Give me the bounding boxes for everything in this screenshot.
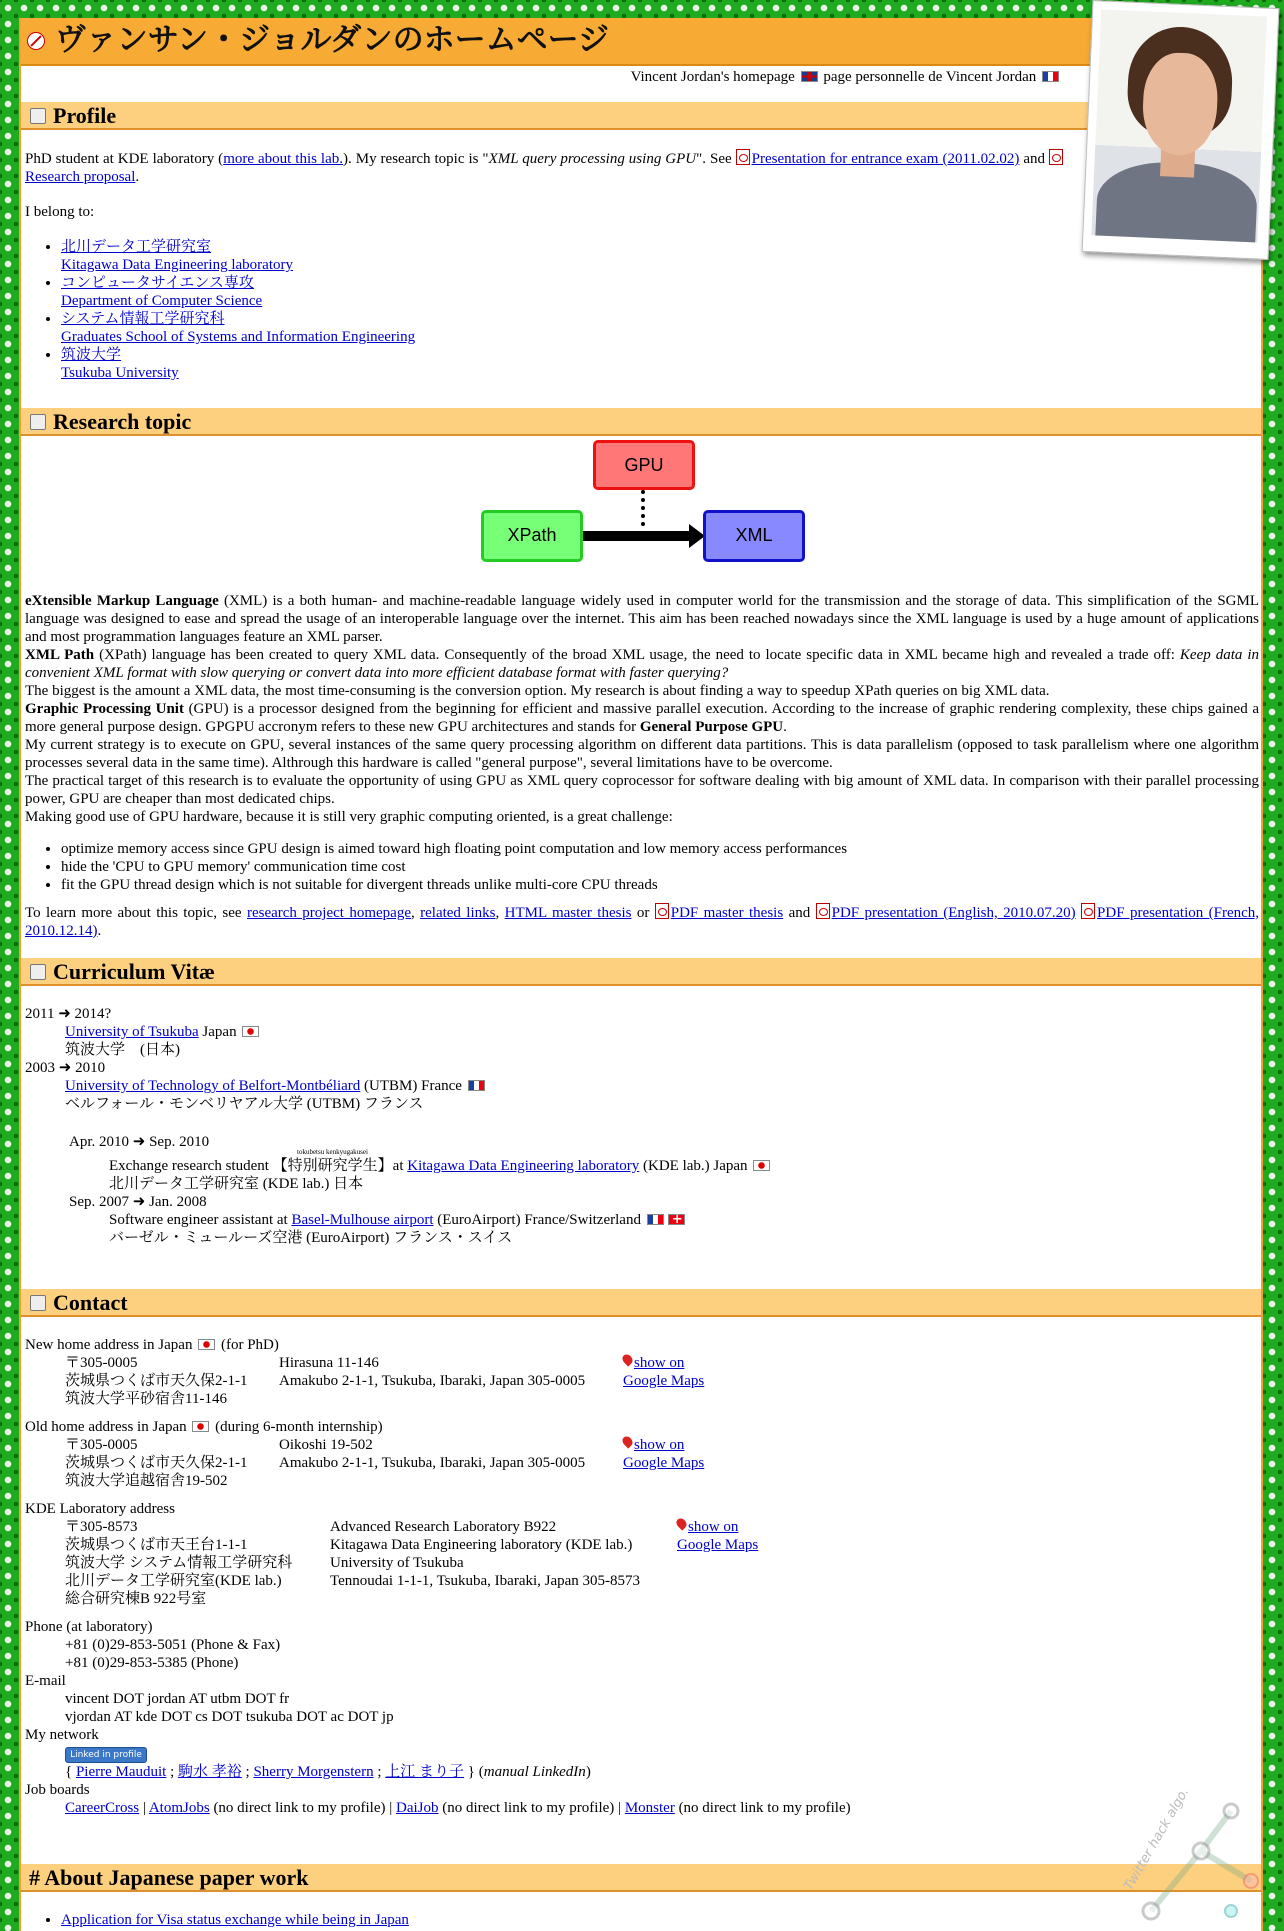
page-title: ヴァンサン・ジョルダンのホームページ	[55, 22, 609, 58]
affiliation-list	[25, 238, 415, 382]
dotted-connector	[641, 490, 645, 526]
list-item	[61, 1911, 409, 1929]
exam-presentation-link[interactable]: Presentation for entrance exam (2011.02.02)	[736, 151, 1020, 167]
corner-decoration	[1111, 1771, 1261, 1931]
pdf-thesis-link[interactable]: PDF master thesis	[655, 905, 783, 921]
english-homepage-link[interactable]: Vincent Jordan's homepage	[630, 69, 795, 85]
section-header-profile	[21, 102, 1261, 130]
cv-sub-period: Apr. 2010 ➜ Sep. 2010	[69, 1134, 210, 1150]
phone-head: Phone (at laboratory)	[25, 1619, 153, 1635]
profile-photo	[1082, 0, 1280, 260]
network-head: My network	[25, 1727, 99, 1743]
contact-content: New home address in Japan (for PhD) 〒305-0005 茨城県つくば市天久保2-1-1 筑波大学平砂宿舎11-146 Hirasuna 11-146 Amakubo 2-1-1, Tsukuba, Ibaraki, Japan 305-0005 show on Google Maps Old home address in Japan (during 6-month internship) 〒305-0005 茨城県つくば市天久保2-1-1 筑波大学追越宿舎19-502 Oikoshi 19-502 Amakubo 2-1-1, Tsukuba, Ibaraki, Japan 305-0005 show on Google Maps KDE Laboratory address 〒305-8573 茨城県つくば市天王台1-1-1 筑波大学 システム情報工学研究科 北川データ工学研究室(KDE lab.) 総合研究棟B 922号室 Advanced Research Laboratory B922 Kitagawa Data Engineering laboratory (KDE lab.) University of Tsukuba Tennoudai 1-1-1, Tsukuba, Ibaraki, Japan 305-8573 show on Google Maps Phone (at laboratory) +81 (0)29-853-5051 (Phone & Fax) +81 (0)29-853-5385 (Phone) E-mail vincent DOT jordan AT utbm DOT fr vjordan AT kde DOT cs DOT tsukuba DOT ac DOT jp My network Linked in profile { Pierre Mauduit ; 駒水 孝裕 ; Sherry Morgenstern ; 上江 まり子 } (manual LinkedIn) Job boards CareerCross | AtomJobs (no direct link to my profile) | DaiJob (no direct link to my profile) | Monster (no direct link to my profile)	[25, 1336, 1225, 1817]
list-item	[61, 310, 415, 346]
title-bar	[21, 18, 1121, 66]
new-address-jp: 〒305-0005 茨城県つくば市天久保2-1-1 筑波大学平砂宿舎11-146	[65, 1355, 248, 1407]
project-homepage-link[interactable]: research project homepage	[246, 905, 411, 921]
pdf-icon	[816, 903, 830, 919]
list-item: • hide the 'CPU to GPU memory' communication time cost	[61, 858, 847, 876]
list-item	[61, 346, 415, 382]
visa-link[interactable]: Application for Visa status exchange while being in Japan	[61, 1912, 409, 1928]
kde-address-jp: 〒305-8573 茨城県つくば市天王台1-1-1 筑波大学 システム情報工学研究科 北川データ工学研究室(KDE lab.) 総合研究棟B 922号室	[65, 1519, 293, 1607]
language-links	[631, 68, 1061, 86]
org-link-en[interactable]: Department of Computer Science	[61, 293, 263, 309]
job-link[interactable]: AtomJobs	[148, 1800, 210, 1816]
pdf-icon	[655, 903, 669, 919]
research-icon	[30, 414, 46, 430]
map-pin-icon	[620, 1352, 634, 1366]
ruby-text: tokubetsu kenkyugakusei	[297, 1148, 368, 1156]
org-link-jp[interactable]: システム情報工学研究科	[61, 311, 225, 327]
japan-flag-icon	[198, 1339, 215, 1350]
lab-link[interactable]: more about this lab.	[223, 151, 344, 167]
section-title: # About Japanese paper work	[29, 1865, 309, 1890]
network-people: { Pierre Mauduit ; 駒水 孝裕 ; Sherry Morgenstern ; 上江 まり子 } (manual LinkedIn)	[65, 1764, 591, 1780]
kde-address-en: Advanced Research Laboratory B922 Kitagawa Data Engineering laboratory (KDE lab.) University of Tsukuba Tennoudai 1-1-1, Tsukuba, Ibaraki, Japan 305-8573	[330, 1519, 641, 1589]
linkedin-badge[interactable]: Linked in profile	[65, 1747, 147, 1763]
person-link[interactable]: Sherry Morgenstern	[253, 1764, 374, 1780]
email-head: E-mail	[25, 1673, 66, 1689]
airport-link[interactable]: Basel-Mulhouse airport	[291, 1212, 434, 1228]
email-value: vincent DOT jordan AT utbm DOT fr	[65, 1691, 290, 1707]
research-text: eXtensible Markup Language (XML) is a both human- and machine-readable language widely used in computer world for the transmission and the storage of data. This simplification of the SGML language was designed to ease and spread the usage of an interoperable language over the internet. This aim has been reached nowadays since the XML language is used by a huge amount of applications and most programmation languages feature an XML parser. XML Path (XPath) language has been created to query XML data. Consequently of the broad XML usage, the need to locate specific data in XML became high and revealed a trade off: Keep data in convenient XML format with slow querying or convert data into more efficient database format with faster querying? The biggest is the amount a XML data, the most time-consuming is the conversion option. My research is about finding a way to speedup XPath queries on big XML data. Graphic Processing Unit (GPU) is a processor designed from the beginning for efficient and massive parallel execution. According to the increase of graphic rendering complexity, these chips gained a more general purpose design. GPGPU accronym refers to these new GPU architectures and stands for General Purpose GPU. My current strategy is to execute on GPU, several instances of the same query processing algorithm on different data partitions. This is data parallelism (opposed to task parallelism where one algorithm processes several data in the same time). Althrough this hardware is called "general purpose", several limitations have to be overcome. The practical target of this research is to evaluate the opportunity of using GPU as XML query coprocessor for software dealing with big amount of XML data. In comparison with their parallel processing power, GPU are cheaper than most dedicated chips. Making good use of GPU hardware, because it is still very graphic computing oriented, is a great challenge:	[25, 593, 1259, 825]
maps-link-kde[interactable]: show on Google Maps	[677, 1518, 758, 1554]
org-link-en[interactable]: Graduates School of Systems and Information Engineering	[61, 329, 416, 345]
france-flag-icon	[468, 1080, 485, 1091]
japan-flag-icon	[192, 1421, 209, 1432]
pdf-presentation-en-link[interactable]: PDF presentation (English, 2010.07.20)	[816, 905, 1076, 921]
page-content	[19, 18, 1263, 1931]
section-title: Profile	[53, 103, 117, 128]
pdf-icon	[1049, 149, 1063, 165]
mail-icon	[30, 1295, 46, 1311]
gpu-box: GPU	[593, 440, 695, 490]
list-item	[61, 274, 415, 310]
person-link[interactable]: 上江 まり子	[385, 1764, 465, 1780]
map-pin-icon	[620, 1434, 634, 1448]
org-link-en[interactable]: Tsukuba University	[61, 365, 179, 381]
research-diagram	[481, 440, 841, 585]
japan-flag-icon	[753, 1160, 770, 1171]
corner-text: Twitter hack algo.	[1121, 1785, 1193, 1893]
section-title: Research topic	[53, 409, 192, 434]
old-address-jp: 〒305-0005 茨城県つくば市天久保2-1-1 筑波大学追越宿舎19-502	[65, 1437, 248, 1489]
utbm-link[interactable]: University of Technology of Belfort-Montbéliard	[65, 1078, 361, 1094]
org-link-en[interactable]: Kitagawa Data Engineering laboratory	[61, 257, 293, 273]
job-link[interactable]: DaiJob	[396, 1800, 439, 1816]
french-homepage-link[interactable]: page personnelle de Vincent Jordan	[823, 69, 1037, 85]
person-link[interactable]: 駒水 孝裕	[178, 1764, 242, 1780]
cv-sub-period: Sep. 2007 ➜ Jan. 2008	[69, 1194, 207, 1210]
email-value: vjordan AT kde DOT cs DOT tsukuba DOT ac DOT jp	[65, 1709, 394, 1725]
org-link-jp[interactable]: 北川データ工学研究室	[61, 239, 212, 255]
pdf-presentation-fr-link[interactable]: PDF presentation (French, 2010.12.14)	[25, 905, 1260, 939]
section-header-japanese	[21, 1864, 1261, 1892]
job-link[interactable]: CareerCross	[65, 1800, 140, 1816]
list-item	[61, 238, 415, 274]
kde-address-head: KDE Laboratory address	[25, 1501, 175, 1517]
challenge-list	[25, 840, 847, 894]
learn-more: To learn more about this topic, see research project homepage, related links, HTML master thesis or PDF master thesis and PDF presentation (English, 2010.07.20) PDF presentation (French, 2010.12.14).	[25, 905, 1260, 939]
jobs-head: Job boards	[25, 1782, 90, 1798]
html-thesis-link[interactable]: HTML master thesis	[504, 905, 632, 921]
tsukuba-link[interactable]: University of Tsukuba	[65, 1024, 199, 1040]
uk-flag-icon	[801, 71, 818, 82]
cv-period: 2003 ➜ 2010	[25, 1060, 106, 1076]
xml-box: XML	[703, 510, 805, 562]
research-proposal-link[interactable]: Research proposal	[25, 151, 1065, 185]
profile-icon	[30, 108, 46, 124]
cv-period: 2011 ➜ 2014?	[25, 1006, 112, 1022]
job-link[interactable]: Monster	[624, 1800, 675, 1816]
pdf-icon	[736, 149, 750, 165]
kde-lab-link[interactable]: Kitagawa Data Engineering laboratory	[407, 1158, 640, 1174]
person-link[interactable]: Pierre Mauduit	[75, 1764, 167, 1780]
section-header-research	[21, 408, 1261, 436]
new-address-en: Hirasuna 11-146 Amakubo 2-1-1, Tsukuba, Ibaraki, Japan 305-0005	[279, 1355, 586, 1389]
japan-flag-icon	[242, 1026, 259, 1037]
maps-link-old[interactable]: show on Google Maps	[623, 1436, 704, 1472]
belong-label: I belong to:	[25, 204, 95, 220]
profile-intro: PhD student at KDE laboratory (more about this lab.). My research topic is "XML query processing using GPU". See Presentation for entrance exam (2011.02.02) and Research proposal.	[25, 149, 1065, 186]
phone-value: +81 (0)29-853-5051 (Phone & Fax)	[65, 1637, 281, 1653]
france-flag-icon	[1042, 71, 1059, 82]
org-link-jp[interactable]: コンピュータサイエンス専攻	[61, 275, 254, 291]
section-title: Contact	[53, 1290, 128, 1315]
old-address-en: Oikoshi 19-502 Amakubo 2-1-1, Tsukuba, Ibaraki, Japan 305-0005	[279, 1437, 586, 1471]
section-header-contact	[21, 1289, 1261, 1317]
arrow-shaft	[583, 531, 695, 541]
job-boards: CareerCross | AtomJobs (no direct link to my profile) | DaiJob (no direct link to my profile) | Monster (no direct link to my profile)	[65, 1800, 851, 1816]
phone-value: +81 (0)29-853-5385 (Phone)	[65, 1655, 239, 1671]
maps-link-new[interactable]: show on Google Maps	[623, 1354, 704, 1390]
switzerland-flag-icon	[668, 1214, 685, 1225]
xpath-box: XPath	[481, 510, 583, 562]
japanese-list	[25, 1911, 409, 1929]
list-item: • optimize memory access since GPU design is aimed toward high floating point computation and low memory access performances	[61, 840, 847, 858]
section-header-cv	[21, 958, 1261, 986]
section-title: Curriculum Vitæ	[53, 959, 215, 984]
france-flag-icon	[647, 1214, 664, 1225]
pdf-icon	[1081, 903, 1095, 919]
list-item: • fit the GPU thread design which is not suitable for divergent threads unlike multi-core CPU threads	[61, 876, 847, 894]
site-logo-icon	[27, 32, 45, 50]
org-link-jp[interactable]: 筑波大学	[61, 347, 122, 363]
map-pin-icon	[674, 1516, 688, 1530]
related-links-link[interactable]: related links	[420, 905, 496, 921]
cv-content: 2011 ➜ 2014? University of Tsukuba Japan 筑波大学 (日本) 2003 ➜ 2010 University of Technology of Belfort-Montbéliard (UTBM) France ベルフォール・モンベリヤアル大学 (UTBM) フランス Apr. 2010 ➜ Sep. 2010 tokubetsu kenkyugakusei Exchange research student 【特別研究学生】at Kitagawa Data Engineering laboratory (KDE lab.) Japan 北川データ工学研究室 (KDE lab.) 日本 Sep. 2007 ➜ Jan. 2008 Software engineer assistant at Basel-Mulhouse airport (EuroAirport) France/Switzerland + バーゼル・ミュールーズ空港 (EuroAirport) フランス・スイス	[25, 1005, 1259, 1247]
cv-icon	[30, 964, 46, 980]
